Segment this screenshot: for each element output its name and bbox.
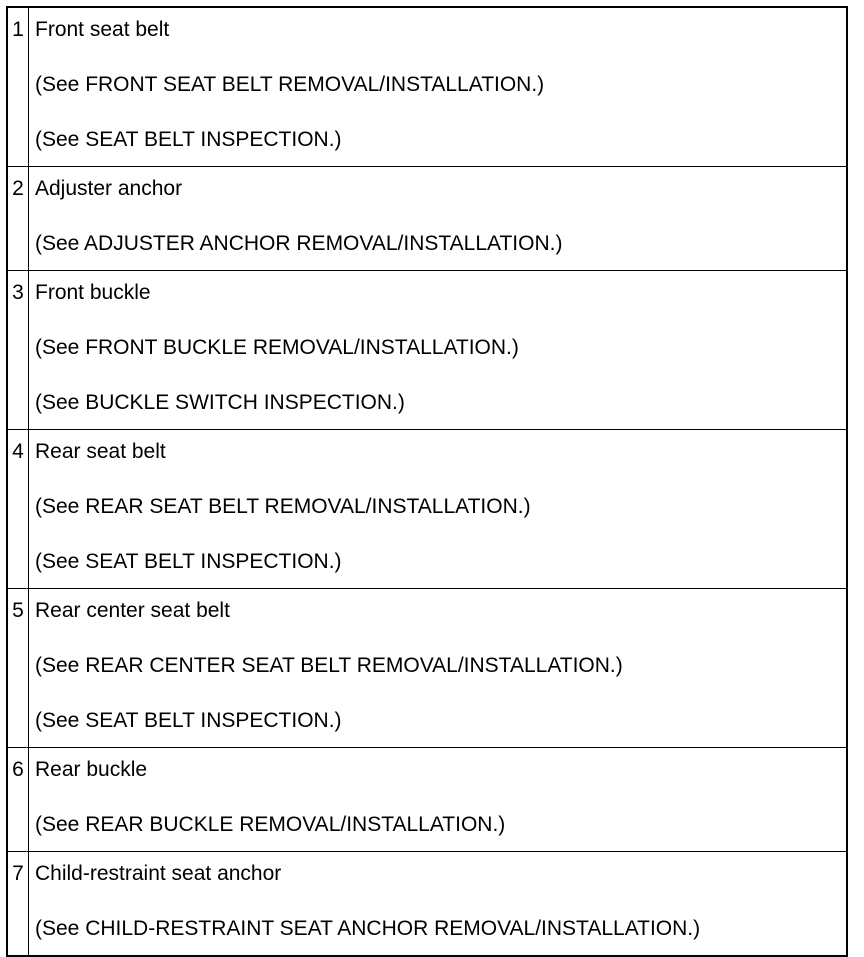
item-description (29, 589, 848, 748)
item-description (29, 167, 848, 271)
procedure-link[interactable]: (See SEAT BELT INSPECTION.) (35, 709, 342, 732)
item-title: Adjuster anchor (35, 177, 183, 200)
table-row (7, 167, 847, 271)
item-number: 4 (7, 430, 29, 589)
item-title: Child-restraint seat anchor (35, 862, 282, 885)
table-row (7, 271, 847, 430)
item-number: 2 (7, 167, 29, 271)
procedure-link[interactable]: (See ADJUSTER ANCHOR REMOVAL/INSTALLATION.) (35, 232, 563, 255)
parts-table (6, 6, 848, 957)
item-description (29, 748, 848, 852)
item-title: Rear seat belt (35, 440, 166, 463)
procedure-link[interactable]: (See REAR CENTER SEAT BELT REMOVAL/INSTALLATION.) (35, 654, 623, 677)
procedure-link[interactable]: (See SEAT BELT INSPECTION.) (35, 550, 342, 573)
procedure-link[interactable]: (See BUCKLE SWITCH INSPECTION.) (35, 391, 405, 414)
item-description (29, 271, 848, 430)
item-description (29, 7, 848, 167)
item-number: 7 (7, 852, 29, 957)
item-description (29, 852, 848, 957)
procedure-link[interactable]: (See FRONT BUCKLE REMOVAL/INSTALLATION.) (35, 336, 519, 359)
table-row (7, 748, 847, 852)
item-number: 3 (7, 271, 29, 430)
procedure-link[interactable]: (See SEAT BELT INSPECTION.) (35, 128, 342, 151)
procedure-link[interactable]: (See REAR BUCKLE REMOVAL/INSTALLATION.) (35, 813, 506, 836)
item-title: Front buckle (35, 281, 151, 304)
item-title: Rear buckle (35, 758, 148, 781)
item-number: 6 (7, 748, 29, 852)
item-number: 5 (7, 589, 29, 748)
procedure-link[interactable]: (See CHILD-RESTRAINT SEAT ANCHOR REMOVAL/INSTALLATION.) (35, 917, 701, 940)
procedure-link[interactable]: (See FRONT SEAT BELT REMOVAL/INSTALLATION.) (35, 73, 545, 96)
item-title: Rear center seat belt (35, 599, 230, 622)
table-row (7, 589, 847, 748)
table-row (7, 852, 847, 957)
item-number: 1 (7, 7, 29, 167)
table-row (7, 430, 847, 589)
table-row (7, 7, 847, 167)
item-description (29, 430, 848, 589)
procedure-link[interactable]: (See REAR SEAT BELT REMOVAL/INSTALLATION.) (35, 495, 531, 518)
item-title: Front seat belt (35, 18, 170, 41)
